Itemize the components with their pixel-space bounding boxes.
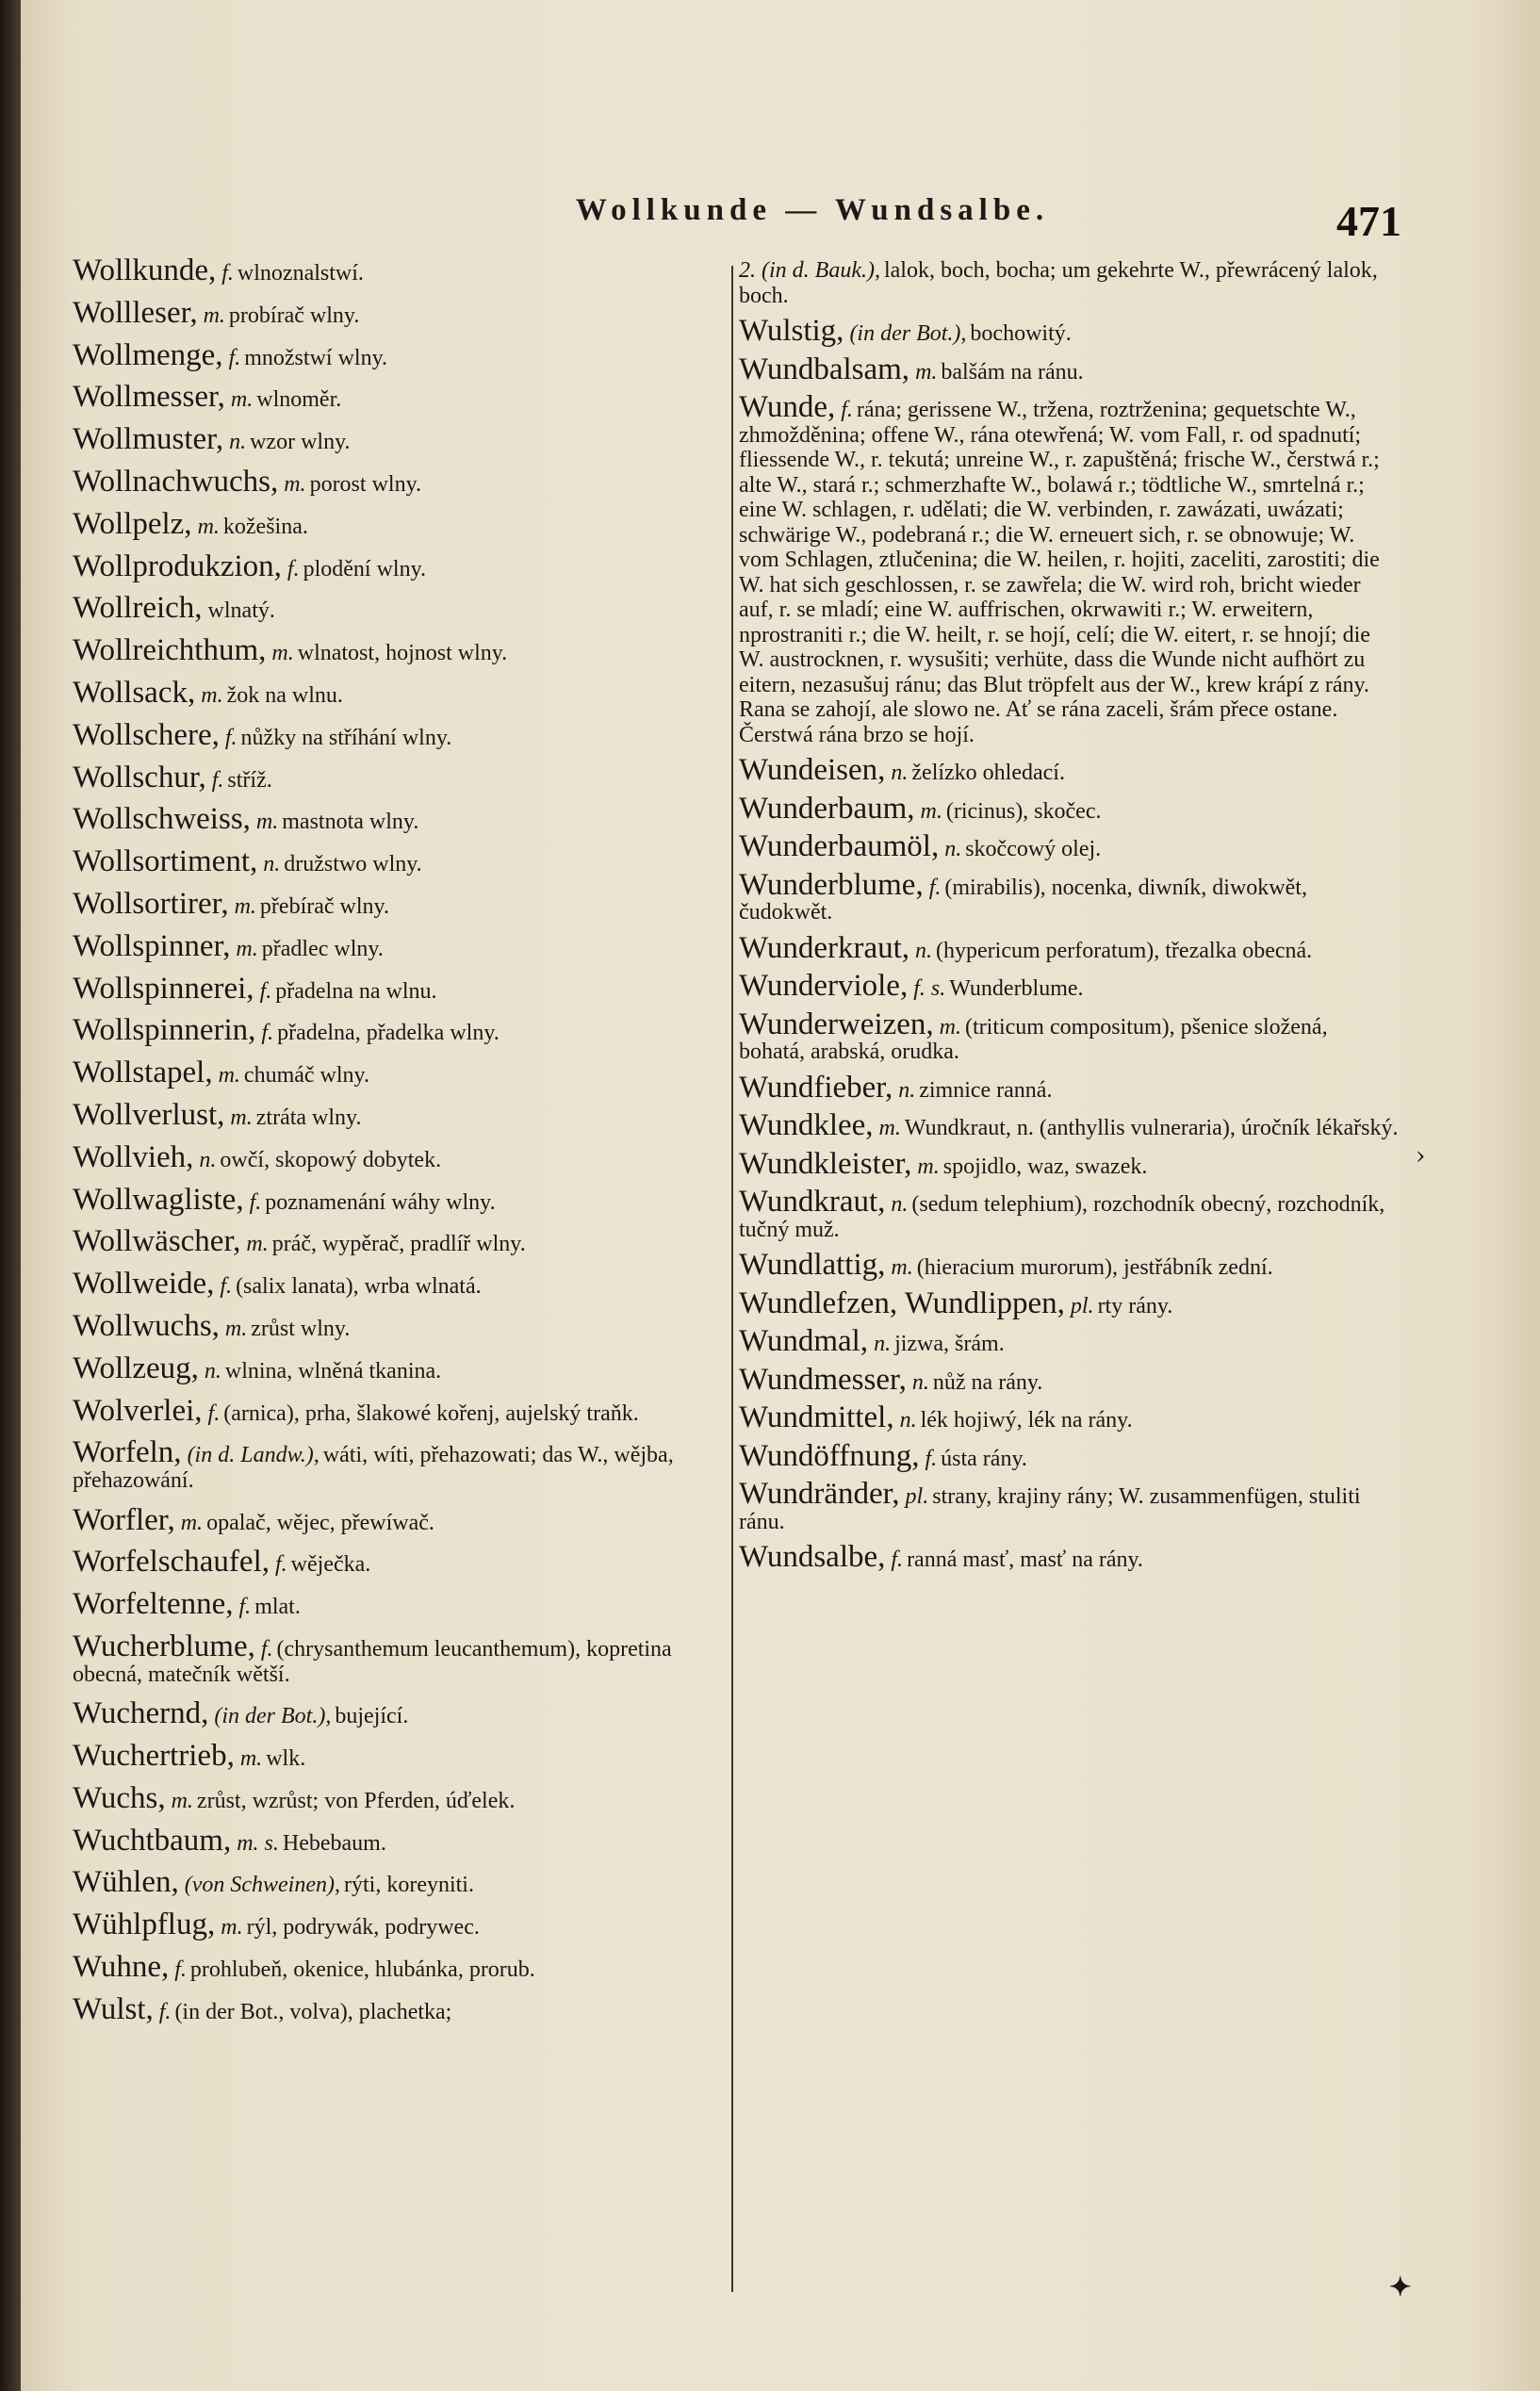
entry-definition: přebírač wlny. — [259, 893, 389, 919]
entry-grammar: (in der Bot.), — [849, 321, 967, 346]
dictionary-entry — [739, 390, 1399, 747]
entry-definition: Wunderblume. — [949, 976, 1084, 1001]
entry-headword: Wollschere, — [73, 717, 220, 752]
entry-grammar: m. — [271, 641, 294, 666]
entry-grammar: f. — [841, 398, 853, 422]
entry-headword: Wunderweizen, — [739, 1007, 934, 1041]
entry-headword: Wühlen, — [73, 1865, 179, 1900]
dictionary-entry — [739, 930, 1399, 965]
entry-headword: Wollzeug, — [73, 1351, 199, 1385]
entry-grammar: m. — [915, 359, 938, 385]
entry-headword: Worfeln, — [73, 1435, 182, 1470]
entry-definition: Wundkraut, n. (anthyllis vulneraria), úročník lékařský. — [904, 1116, 1399, 1140]
footer-mark: ✦ — [1389, 2271, 1412, 2302]
entry-grammar: m. — [221, 1915, 243, 1941]
entry-definition: mastnota wlny. — [282, 810, 419, 835]
dictionary-entry — [73, 1267, 723, 1302]
dictionary-entry — [739, 969, 1399, 1003]
entry-grammar: m. — [230, 387, 254, 413]
entry-grammar: n. — [263, 852, 281, 877]
entry-grammar: (in d. Landw.), — [187, 1443, 319, 1468]
entry-grammar: m. — [917, 1154, 940, 1179]
entry-headword: Wollreichthum, — [73, 633, 267, 668]
entry-headword: Wunderviole, — [739, 969, 909, 1003]
entry-grammar: f. — [224, 725, 238, 750]
entry-headword: Wundmesser, — [739, 1362, 907, 1397]
right-column — [739, 258, 1399, 1583]
entry-grammar: n. — [204, 1358, 221, 1384]
entry-headword: Wollsack, — [73, 675, 196, 710]
dictionary-entry — [73, 760, 723, 794]
entry-headword: Wollspinnerin, — [73, 1013, 256, 1048]
dictionary-entry — [73, 928, 723, 963]
dictionary-entry — [739, 753, 1399, 787]
entry-definition: plodění wlny. — [303, 556, 427, 581]
entry-definition: přadlec wlny. — [261, 936, 384, 961]
entry-definition: nůžky na stříhání wlny. — [240, 725, 452, 750]
entry-definition: probírač wlny. — [228, 303, 360, 328]
entry-definition: balšám na ránu. — [941, 359, 1084, 385]
dictionary-entry — [73, 1351, 723, 1385]
dictionary-entry — [739, 791, 1399, 826]
entry-headword: Wundeisen, — [739, 753, 886, 787]
entry-definition: lék hojiwý, lék na rány. — [920, 1408, 1133, 1433]
entry-definition: rána; gerissene W., tržena, roztrženina; gequetschte W., zhmožděnina; offene W., rána otewřená; W. vom Fall, r. od spadnutí; fliessende W., r. tekutá; unreine W., r. zapuštěná; frische W., čerstwá r.; alte W., stará r.; schmerzhafte W., bolawá r.; tödtliche W., smrtelná r.; eine W. schlagen, r. udělati; die W. verbinden, r. zawázati, uwázati; schwärige W., podebraná r.; die W. erneuert sich, r. se obnowuje; W. vom Schlagen, ztlučenina; die W. heilen, r. hojiti, zaceliti, zarostiti; die W. hat sich geschlossen, r. se zawřela; die W. wird roh, bricht wieder auf, r. se mladí; eine W. auffrischen, okrwawiti r.; W. erweitern, nprostraniti r.; die W. heilt, r. se hojí, celí; die W. eitert, r. se hnojí; die W. austrocknen, r. wysušiti; verhüte, dass die Wunde nicht aufhört zu eitern, nezasušuj ránu; das Blut tröpfelt aus der W., krew krápí z rány. Rana se zahojí, ale slowo ne. Ať se rána zaceli, šrám přece ostane. Čerstwá rána brzo se hojí. — [739, 398, 1380, 747]
entry-definition: bochowitý. — [970, 321, 1072, 346]
dictionary-entry — [739, 1324, 1399, 1358]
entry-definition: přadelna na wlnu. — [275, 978, 437, 1004]
entry-grammar: f. s. — [913, 976, 946, 1001]
dictionary-entry — [73, 633, 723, 668]
dictionary-entry — [739, 867, 1399, 925]
entry-headword: Wundklee, — [739, 1108, 874, 1142]
entry-headword: Wollschur, — [73, 760, 206, 794]
entry-definition: wlk. — [266, 1746, 306, 1772]
dictionary-entry — [73, 1991, 723, 2026]
entry-definition: skočcowý olej. — [965, 837, 1102, 861]
entry-definition: wlnatost, hojnost wlny. — [297, 641, 508, 666]
entry-headword: Wulst, — [73, 1991, 154, 2026]
entry-grammar: f. — [261, 1021, 274, 1046]
entry-headword: Wollwäscher, — [73, 1224, 241, 1259]
dictionary-entry — [73, 1865, 723, 1900]
dictionary-entry — [73, 591, 723, 626]
dictionary-entry — [73, 1587, 723, 1622]
entry-headword: Wundkraut, — [739, 1185, 886, 1219]
entry-grammar: m. — [239, 1746, 263, 1772]
entry-headword: Wundkleister, — [739, 1146, 912, 1181]
entry-grammar: m. — [180, 1510, 204, 1535]
entry-definition: lalok, boch, bocha; um gekehrte W., přewrácený lalok, boch. — [739, 258, 1378, 308]
entry-grammar: f. — [928, 875, 942, 900]
dictionary-entry — [739, 1362, 1399, 1397]
entry-grammar: m. — [246, 1232, 269, 1257]
entry-definition: kožešina. — [222, 514, 308, 539]
entry-definition: (salix lanata), wrba wlnatá. — [236, 1274, 482, 1300]
entry-grammar: m. — [878, 1116, 901, 1140]
entry-headword: Wollstapel, — [73, 1056, 213, 1090]
entry-headword: Wollschweiss, — [73, 802, 251, 837]
dictionary-entry — [739, 1007, 1399, 1065]
entry-definition: wlnoměr. — [256, 387, 342, 413]
entry-definition: owčí, skopowý dobytek. — [220, 1147, 442, 1172]
entry-definition: množstwí wlny. — [244, 345, 388, 370]
entry-grammar: f. — [275, 1552, 287, 1578]
entry-headword: Wuchs, — [73, 1780, 166, 1815]
entry-grammar: m. — [891, 1255, 913, 1280]
entry-grammar: f. — [238, 1595, 252, 1620]
entry-grammar: f. — [925, 1446, 938, 1471]
dictionary-entry — [739, 258, 1399, 308]
entry-headword: Wollverlust, — [73, 1097, 225, 1132]
entry-headword: Wuchernd, — [73, 1696, 209, 1731]
entry-definition: zimnice ranná. — [919, 1077, 1053, 1103]
dictionary-entry — [739, 352, 1399, 386]
entry-headword: Wühlpflug, — [73, 1908, 216, 1942]
dictionary-entry — [73, 1629, 723, 1687]
entry-definition: stříž. — [227, 767, 272, 793]
entry-grammar: 2. (in d. Bauk.), — [739, 258, 880, 283]
entry-definition: wlnoznalstwí. — [237, 261, 364, 286]
entry-headword: Wuhne, — [73, 1950, 170, 1985]
entry-grammar: m. — [224, 1316, 248, 1341]
entry-definition: wlnina, wlněná tkanina. — [224, 1358, 442, 1384]
entry-headword: Wunderbaumöl, — [739, 829, 940, 863]
running-head: Wollkunde — Wundsalbe. — [575, 193, 1050, 227]
entry-grammar: n. — [898, 1077, 916, 1103]
entry-grammar: pl. — [1070, 1293, 1094, 1318]
entry-headword: Wollwuchs, — [73, 1308, 220, 1343]
entry-grammar: f. — [220, 1274, 233, 1300]
dictionary-entry — [73, 1908, 723, 1942]
entry-definition: (mirabilis), nocenka, diwník, diwokwět, čudokwět. — [739, 875, 1307, 925]
entry-headword: Wollsortirer, — [73, 886, 229, 921]
entry-grammar: n. — [911, 1369, 929, 1395]
dictionary-entry — [739, 1400, 1399, 1434]
entry-grammar: f. — [221, 261, 234, 286]
dictionary-entry — [739, 1185, 1399, 1242]
entry-headword: Worfelschaufel, — [73, 1545, 270, 1580]
entry-definition: rýti, koreyniti. — [344, 1873, 474, 1898]
entry-headword: Wollspinnerei, — [73, 971, 254, 1006]
entry-definition: wěječka. — [290, 1552, 371, 1578]
entry-grammar: (von Schweinen), — [184, 1873, 340, 1898]
entry-definition: rty rány. — [1097, 1293, 1173, 1318]
entry-definition: (sedum telephium), rozchodník obecný, rozchodník, tučný muž. — [739, 1192, 1385, 1242]
entry-grammar: m. — [236, 936, 258, 961]
entry-definition: (arnica), prha, šlakowé kořenj, aujelský traňk. — [223, 1400, 639, 1426]
entry-definition: práč, wypěrač, pradlíř wlny. — [271, 1232, 526, 1257]
entry-headword: Worfeltenne, — [73, 1587, 234, 1622]
entry-headword: Wundmal, — [739, 1324, 869, 1358]
entry-definition: bujející. — [335, 1704, 409, 1729]
entry-grammar: n. — [891, 761, 909, 785]
entry-headword: Wundmittel, — [739, 1400, 894, 1434]
entry-grammar: n. — [874, 1332, 892, 1356]
entry-grammar: n. — [229, 430, 247, 455]
entry-headword: Wollpelz, — [73, 506, 192, 541]
entry-definition: družstwo wlny. — [284, 852, 422, 877]
dictionary-entry — [739, 829, 1399, 863]
entry-grammar: m. — [218, 1063, 240, 1089]
dictionary-entry — [73, 1435, 723, 1493]
entry-grammar: f. — [259, 978, 272, 1004]
entry-grammar: pl. — [905, 1484, 929, 1509]
entry-headword: Wollreich, — [73, 591, 203, 626]
left-column — [73, 254, 723, 2039]
dictionary-entry — [73, 254, 723, 287]
entry-grammar: f. — [158, 1999, 172, 2024]
dictionary-entry — [739, 1540, 1399, 1574]
entry-definition: rýl, podrywák, podrywec. — [246, 1915, 480, 1941]
dictionary-entry — [739, 314, 1399, 348]
entry-headword: Wundfieber, — [739, 1070, 893, 1105]
entry-definition: žok na wlnu. — [226, 682, 343, 708]
entry-grammar: m. — [171, 1788, 193, 1813]
entry-headword: Wollmesser, — [73, 380, 225, 415]
entry-definition: (ricinus), skočec. — [945, 798, 1102, 824]
entry-grammar: m. — [201, 682, 223, 708]
entry-headword: Wollnachwuchs, — [73, 464, 279, 499]
dictionary-entry — [739, 1477, 1399, 1534]
entry-headword: Wunderkraut, — [739, 930, 910, 965]
entry-grammar: f. — [287, 556, 300, 581]
entry-definition: zrůst wlny. — [251, 1316, 351, 1341]
entry-headword: Wollmenge, — [73, 337, 223, 372]
entry-headword: Wuchtbaum, — [73, 1823, 232, 1858]
entry-headword: Wundbalsam, — [739, 352, 910, 386]
dictionary-page — [21, 0, 1540, 2391]
page-number: 471 — [1336, 197, 1401, 245]
entry-definition: poznamenání wáhy wlny. — [265, 1189, 496, 1215]
entry-headword: Wollprodukzion, — [73, 549, 282, 583]
entry-grammar: n. — [899, 1408, 917, 1433]
entry-definition: přadelna, přadelka wlny. — [277, 1021, 500, 1046]
entry-definition: (triticum compositum), pšenice složená, bohatá, arabská, orudka. — [739, 1014, 1328, 1064]
dictionary-entry — [73, 1139, 723, 1174]
entry-definition: nůž na rány. — [932, 1369, 1043, 1395]
entry-definition: porost wlny. — [309, 471, 422, 497]
entry-headword: Wundlefzen, Wundlippen, — [739, 1286, 1065, 1320]
dictionary-entry — [739, 1286, 1399, 1320]
margin-mark: › — [1416, 1142, 1426, 1171]
entry-headword: Wollkunde, — [73, 254, 217, 287]
entry-headword: Wollmuster, — [73, 422, 224, 457]
dictionary-entry — [73, 1308, 723, 1343]
entry-grammar: (in der Bot.), — [214, 1704, 332, 1729]
entry-headword: Wunderblume, — [739, 867, 924, 902]
entry-definition: ústa rány. — [941, 1446, 1027, 1471]
entry-headword: Wollweide, — [73, 1267, 215, 1302]
entry-headword: Wollsortiment, — [73, 844, 258, 879]
dictionary-entry — [73, 422, 723, 457]
entry-headword: Wulstig, — [739, 314, 844, 348]
dictionary-entry — [739, 1070, 1399, 1105]
entry-grammar: f. — [891, 1548, 904, 1572]
entry-grammar: n. — [944, 837, 962, 861]
dictionary-entry — [73, 1780, 723, 1815]
entry-grammar: f. — [228, 345, 241, 370]
entry-definition: (hieracium murorum), jestřábník zední. — [916, 1255, 1273, 1280]
entry-grammar: f. — [211, 767, 224, 793]
dictionary-entry — [73, 295, 723, 330]
entry-headword: Wuchertrieb, — [73, 1739, 235, 1774]
dictionary-entry — [73, 464, 723, 499]
dictionary-entry — [73, 1823, 723, 1858]
dictionary-entry — [739, 1438, 1399, 1473]
entry-definition: mlat. — [254, 1595, 301, 1620]
dictionary-entry — [739, 1146, 1399, 1181]
dictionary-entry — [73, 844, 723, 879]
entry-grammar: f. — [207, 1400, 221, 1426]
entry-headword: Wucherblume, — [73, 1629, 255, 1663]
entry-headword: Wundöffnung, — [739, 1438, 920, 1473]
entry-definition: ranná masť, masť na rány. — [907, 1548, 1143, 1572]
entry-headword: Wunderbaum, — [739, 791, 915, 826]
entry-definition: (in der Bot., volva), plachetka; — [174, 1999, 452, 2024]
entry-grammar: n. — [891, 1192, 909, 1217]
entry-definition: wlnatý. — [207, 598, 275, 624]
entry-headword: Wollvieh, — [73, 1139, 194, 1174]
entry-grammar: m. — [284, 471, 306, 497]
entry-definition: wzor wlny. — [250, 430, 351, 455]
dictionary-entry — [73, 1393, 723, 1428]
entry-grammar: f. — [174, 1957, 187, 1983]
dictionary-entry — [739, 1248, 1399, 1282]
entry-grammar: n. — [915, 938, 933, 963]
entry-grammar: f. — [249, 1189, 262, 1215]
dictionary-entry — [73, 802, 723, 837]
entry-definition: opalač, wějec, přewíwač. — [206, 1510, 434, 1535]
dictionary-entry — [73, 675, 723, 710]
dictionary-entry — [73, 337, 723, 372]
entry-definition: jizwa, šrám. — [894, 1332, 1005, 1356]
entry-definition: (hypericum perforatum), třezalka obecná. — [936, 938, 1313, 963]
dictionary-entry — [73, 380, 723, 415]
entry-headword: Wollwagliste, — [73, 1182, 244, 1217]
entry-headword: Wollspinner, — [73, 928, 231, 963]
entry-grammar: m. — [230, 1105, 253, 1130]
dictionary-entry — [73, 1545, 723, 1580]
dictionary-entry — [73, 1056, 723, 1090]
dictionary-entry — [73, 886, 723, 921]
entry-headword: Wolverlei, — [73, 1393, 203, 1428]
entry-headword: Wollleser, — [73, 295, 198, 330]
entry-definition: chumáč wlny. — [243, 1063, 369, 1089]
dictionary-entry — [73, 506, 723, 541]
dictionary-entry — [73, 1182, 723, 1217]
entry-grammar: m. — [255, 810, 279, 835]
dictionary-entry — [73, 1097, 723, 1132]
entry-grammar: m. s. — [237, 1830, 279, 1856]
entry-grammar: n. — [199, 1147, 217, 1172]
entry-definition: ztráta wlny. — [255, 1105, 362, 1130]
entry-grammar: m. — [197, 514, 220, 539]
entry-headword: Wunde, — [739, 390, 836, 424]
entry-grammar: f. — [260, 1637, 273, 1662]
entry-headword: Worfler, — [73, 1502, 175, 1537]
entry-grammar: m. — [939, 1014, 961, 1040]
column-divider — [731, 266, 733, 2292]
dictionary-entry — [73, 971, 723, 1006]
dictionary-entry — [739, 1108, 1399, 1142]
entry-definition: Hebebaum. — [282, 1830, 386, 1856]
entry-definition: strany, krajiny rány; W. zusammenfügen, stuliti ránu. — [739, 1484, 1361, 1534]
entry-headword: Wundränder, — [739, 1477, 900, 1511]
entry-definition: zrůst, wzrůst; von Pferden, úďelek. — [196, 1788, 516, 1813]
entry-definition: (chrysanthemum leucanthemum), kopretina obecná, matečník wětší. — [73, 1637, 672, 1687]
entry-grammar: m. — [234, 893, 256, 919]
entry-headword: Wundsalbe, — [739, 1540, 886, 1574]
entry-grammar: m. — [203, 303, 225, 328]
book-spine-shadow — [0, 0, 21, 2391]
dictionary-entry — [73, 717, 723, 752]
entry-definition: spojidlo, waz, swazek. — [942, 1154, 1148, 1179]
dictionary-entry — [73, 1013, 723, 1048]
entry-grammar: m. — [920, 798, 942, 824]
dictionary-entry — [73, 1950, 723, 1985]
entry-definition: želízko ohledací. — [911, 761, 1065, 785]
entry-definition: wáti, wíti, přehazowati; das W., wějba, přehazowání. — [73, 1443, 674, 1493]
dictionary-entry — [73, 1739, 723, 1774]
dictionary-entry — [73, 1224, 723, 1259]
dictionary-entry — [73, 549, 723, 583]
entry-definition: prohlubeň, okenice, hlubánka, prorub. — [189, 1957, 535, 1983]
entry-headword: Wundlattig, — [739, 1248, 886, 1282]
dictionary-entry — [73, 1696, 723, 1731]
dictionary-entry — [73, 1502, 723, 1537]
